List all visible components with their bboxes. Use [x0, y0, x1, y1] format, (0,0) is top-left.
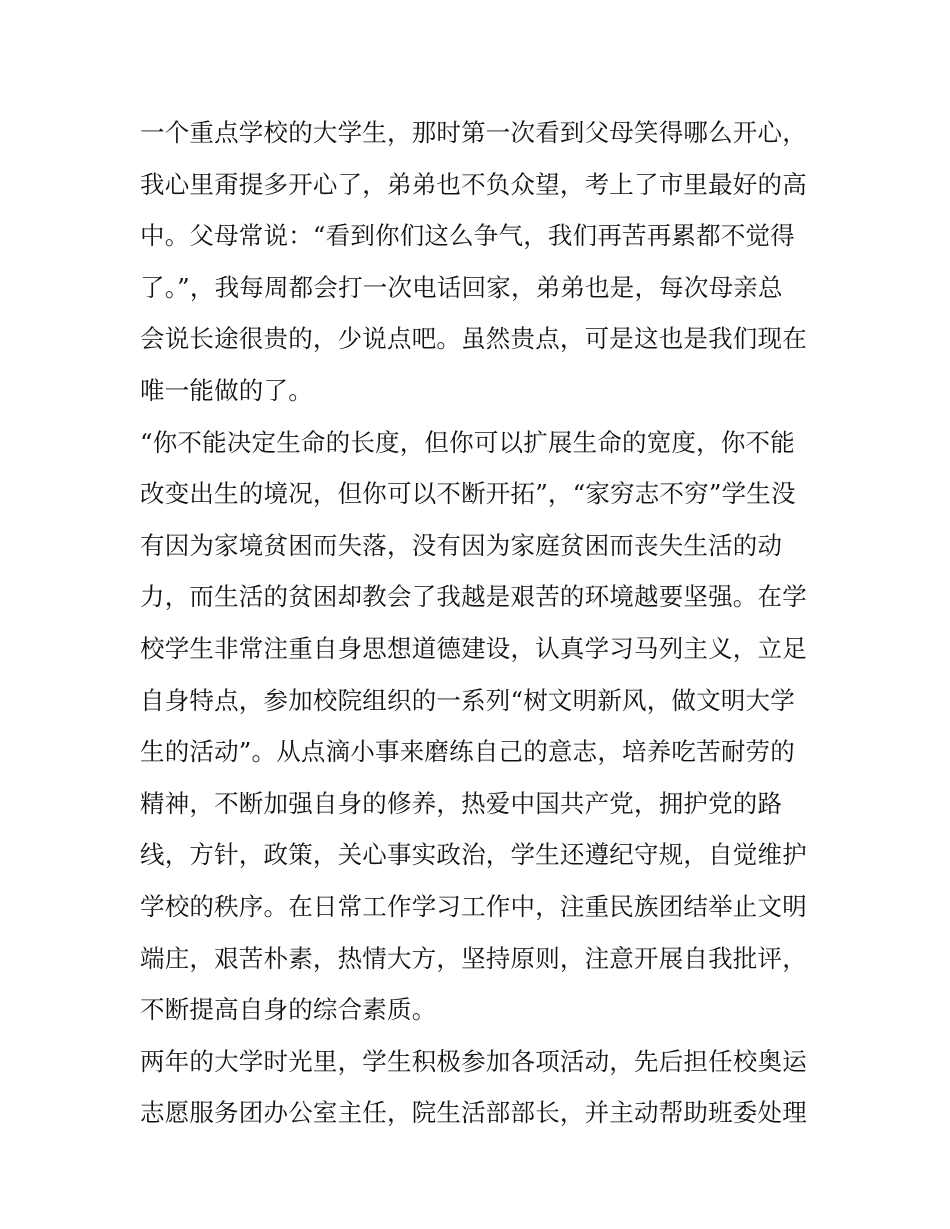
text-line: 不断提高自身的综合素质。 [140, 995, 437, 1025]
text-line: 志愿服务团办公室主任，院生活部部长，并主动帮助班委处理 [140, 1098, 807, 1128]
text-line: 自身特点，参加校院组织的一系列“树文明新风，做文明大学 [140, 685, 795, 715]
text-line: “你不能决定生命的长度，但你可以扩展生命的宽度，你不能 [140, 427, 795, 457]
text-line: 会说长途很贵的，少说点吧。虽然贵点，可是这也是我们现在 [140, 324, 807, 354]
text-line: 线，方针，政策，关心事实政治，学生还遵纪守规，自觉维护 [140, 840, 807, 870]
text-line: 力，而生活的贫困却教会了我越是艰苦的环境越要坚强。在学 [140, 582, 807, 612]
text-line: 改变出生的境况，但你可以不断开拓”，“家穷志不穷”学生没 [140, 479, 796, 509]
text-line: 两年的大学时光里，学生积极参加各项活动，先后担任校奥运 [140, 1046, 807, 1076]
text-line: 学校的秩序。在日常工作学习工作中，注重民族团结举止文明 [140, 891, 807, 921]
text-line: 我心里甭提多开心了，弟弟也不负众望，考上了市里最好的高 [140, 169, 807, 199]
text-line: 唯一能做的了。 [140, 375, 313, 405]
text-line: 一个重点学校的大学生，那时第一次看到父母笑得哪么开心， [140, 118, 807, 147]
text-line: 了。”，我每周都会打一次电话回家，弟弟也是，每次母亲总 [140, 272, 783, 302]
text-line: 中。父母常说：“看到你们这么争气，我们再苦再累都不觉得 [140, 221, 795, 251]
body-text [140, 107, 820, 1139]
text-line: 校学生非常注重自身思想道德建设，认真学习马列主义，立足 [140, 633, 807, 663]
text-line: 有因为家境贫困而失落，没有因为家庭贫困而丧失生活的动 [140, 530, 783, 560]
text-line: 端庄，艰苦朴素，热情大方，坚持原则，注意开展自我批评， [140, 943, 807, 973]
text-line: 生的活动”。从点滴小事来磨练自己的意志，培养吃苦耐劳的 [140, 737, 795, 767]
text-line: 精神，不断加强自身的修养，热爱中国共产党，拥护党的路 [140, 788, 783, 818]
